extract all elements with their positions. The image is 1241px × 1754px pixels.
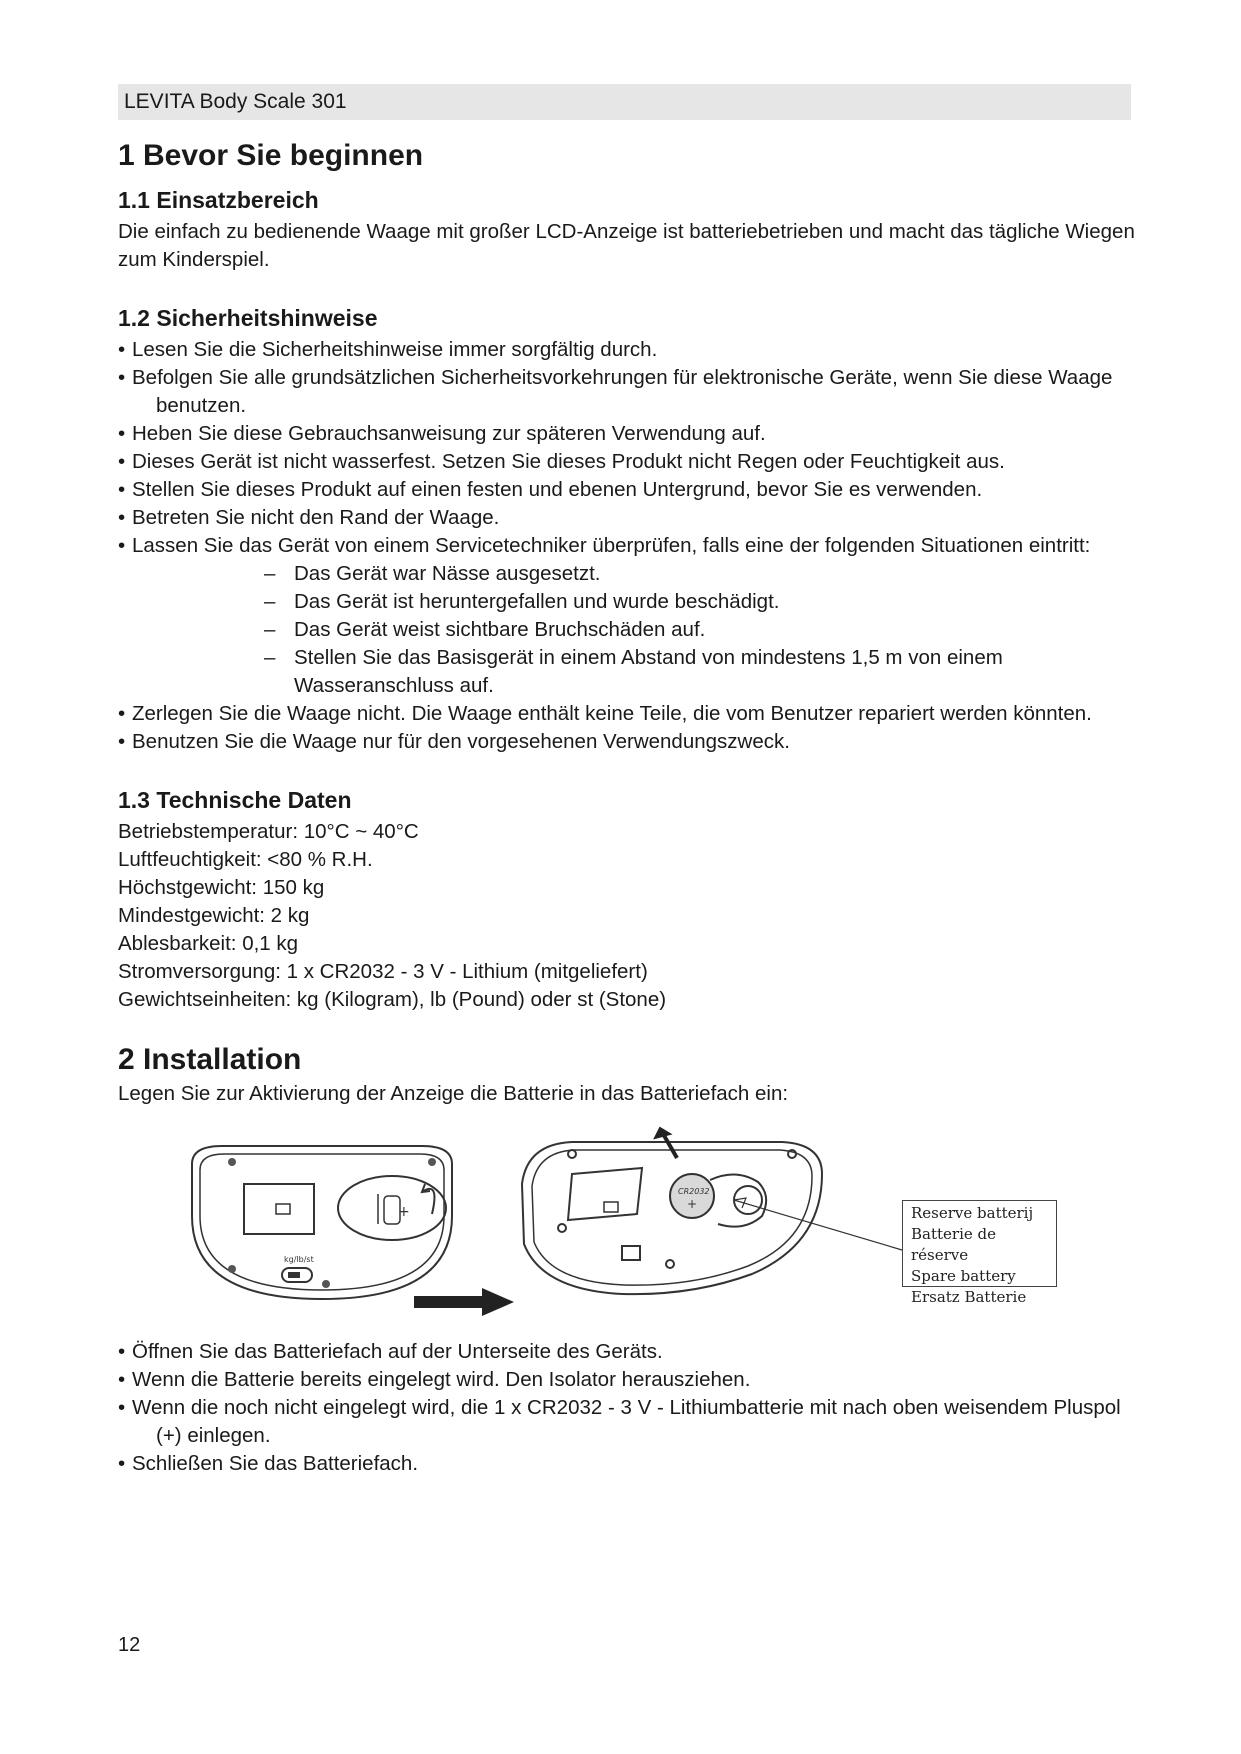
scale-body-right bbox=[522, 1142, 822, 1294]
list-item: • Schließen Sie das Batteriefach. bbox=[118, 1450, 1138, 1478]
legend-line: Spare battery bbox=[911, 1267, 1016, 1285]
scale-body-left bbox=[192, 1146, 452, 1299]
spec-line: Betriebstemperatur: 10°C ~ 40°C bbox=[118, 820, 419, 843]
section-2-title: 2 Installation bbox=[118, 1043, 302, 1076]
coin-cell-battery bbox=[670, 1174, 714, 1218]
sub-list-item: – Stellen Sie das Basisgerät in einem Abstand von mindestens 1,5 m von einem Wasseranschluss auf. bbox=[264, 644, 1138, 700]
list-item: • Dieses Gerät ist nicht wasserfest. Setzen Sie dieses Produkt nicht Regen oder Feuchtigkeit aus. bbox=[118, 448, 1138, 476]
spec-line: Gewichtseinheiten: kg (Kilogram), lb (Pound) oder st (Stone) bbox=[118, 988, 667, 1011]
spec-list bbox=[118, 818, 1138, 1014]
svg-text:+: + bbox=[398, 1204, 410, 1220]
battery-label: CR2032 bbox=[678, 1187, 710, 1196]
service-situations-list bbox=[156, 560, 1138, 700]
display-compartment bbox=[244, 1184, 314, 1234]
sub-list-item: – Das Gerät ist heruntergefallen und wurde beschädigt. bbox=[264, 588, 1138, 616]
list-item-service bbox=[118, 532, 1138, 700]
battery-installation-figure bbox=[132, 1124, 1132, 1324]
safety-list bbox=[118, 336, 1138, 756]
header-title: LEVITA Body Scale 301 bbox=[124, 90, 347, 113]
section-1-3-title: 1.3 Technische Daten bbox=[118, 787, 352, 813]
battery-compartment-left bbox=[338, 1176, 446, 1240]
list-item: • Öffnen Sie das Batteriefach auf der Unterseite des Geräts. bbox=[118, 1338, 1138, 1366]
list-item: • Benutzen Sie die Waage nur für den vorgesehenen Verwendungszweck. bbox=[118, 728, 1138, 756]
spec-line: Mindestgewicht: 2 kg bbox=[118, 904, 310, 927]
list-item: • Heben Sie diese Gebrauchsanweisung zur späteren Verwendung auf. bbox=[118, 420, 1138, 448]
page-content bbox=[118, 136, 1138, 1478]
switch-label: kg/lb/st bbox=[284, 1255, 314, 1264]
arrow-icon bbox=[414, 1288, 514, 1316]
legend-line: Reserve batterij bbox=[911, 1204, 1034, 1222]
running-header bbox=[118, 84, 1131, 120]
spec-line: Luftfeuchtigkeit: <80 % R.H. bbox=[118, 848, 373, 871]
list-item-text: Lassen Sie das Gerät von einem Servicetechniker überprüfen, falls eine der folgenden Situationen eintritt: bbox=[132, 534, 1091, 557]
list-item: • Befolgen Sie alle grundsätzlichen Sicherheitsvorkehrungen für elektronische Geräte, wenn Sie diese Waage benutzen. bbox=[118, 364, 1138, 420]
list-item: • Wenn die noch nicht eingelegt wird, die 1 x CR2032 - 3 V - Lithiumbatterie mit nach oben weisendem Pluspol (+) einlegen. bbox=[118, 1394, 1138, 1450]
list-item: • Wenn die Batterie bereits eingelegt wird. Den Isolator herausziehen. bbox=[118, 1366, 1138, 1394]
section-1-1-text: Die einfach zu bedienende Waage mit großer LCD-Anzeige ist batteriebetrieben und macht das tägliche Wiegen zum Kinderspiel. bbox=[118, 220, 1135, 271]
list-item: • Betreten Sie nicht den Rand der Waage. bbox=[118, 504, 1138, 532]
sub-list-item: – Das Gerät weist sichtbare Bruchschäden auf. bbox=[264, 616, 1138, 644]
list-item: • Lesen Sie die Sicherheitshinweise immer sorgfältig durch. bbox=[118, 336, 1138, 364]
legend-line: Batterie de réserve bbox=[911, 1225, 996, 1264]
installation-steps bbox=[118, 1338, 1138, 1478]
section-1-2-title: 1.2 Sicherheitshinweise bbox=[118, 305, 378, 331]
section-1-title: 1 Bevor Sie beginnen bbox=[118, 139, 424, 172]
spec-line: Ablesbarkeit: 0,1 kg bbox=[118, 932, 299, 955]
sub-list-item: – Das Gerät war Nässe ausgesetzt. bbox=[264, 560, 1138, 588]
page-number: 12 bbox=[118, 1634, 141, 1656]
svg-text:+: + bbox=[687, 1197, 698, 1211]
list-item: • Zerlegen Sie die Waage nicht. Die Waage enthält keine Teile, die vom Benutzer repariert werden könnten. bbox=[118, 700, 1138, 728]
section-1-1-title: 1.1 Einsatzbereich bbox=[118, 187, 319, 213]
list-item: • Stellen Sie dieses Produkt auf einen festen und ebenen Untergrund, bevor Sie es verwenden. bbox=[118, 476, 1138, 504]
spec-line: Höchstgewicht: 150 kg bbox=[118, 876, 325, 899]
spare-battery-legend bbox=[902, 1200, 1057, 1306]
section-2-intro: Legen Sie zur Aktivierung der Anzeige die Batterie in das Batteriefach ein: bbox=[118, 1082, 789, 1105]
legend-line: Ersatz Batterie bbox=[911, 1288, 1027, 1306]
spec-line: Stromversorgung: 1 x CR2032 - 3 V - Lithium (mitgeliefert) bbox=[118, 960, 648, 983]
